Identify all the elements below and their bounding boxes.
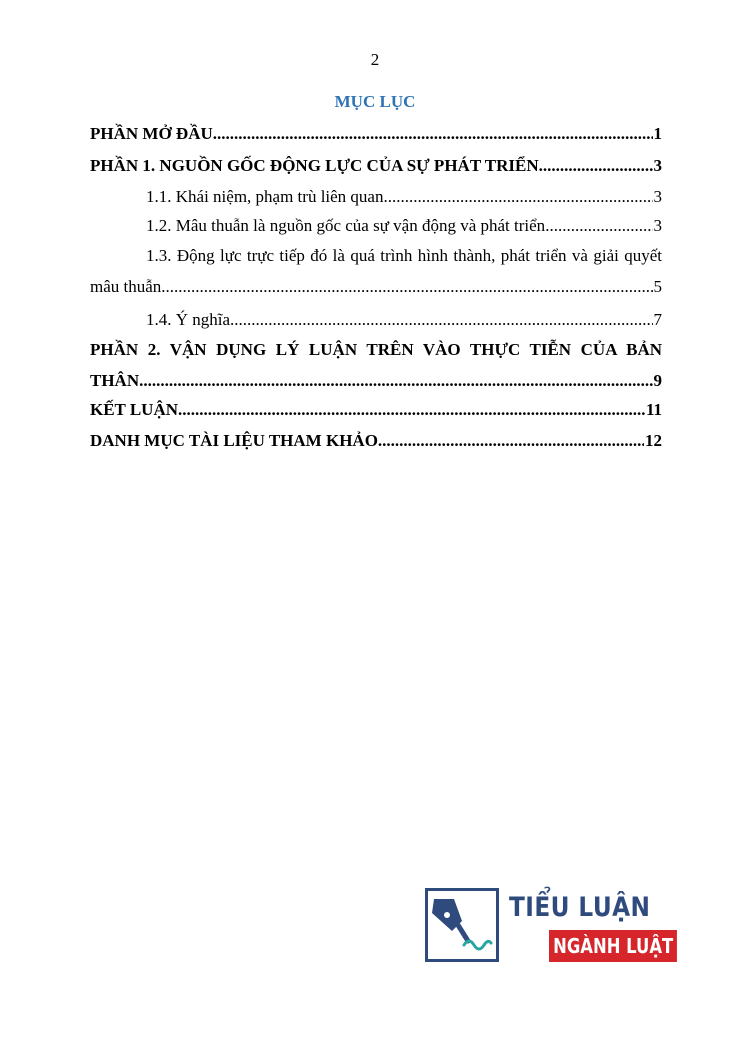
toc-entry-page: 11 xyxy=(645,400,662,419)
toc-entry-page: 7 xyxy=(653,310,662,329)
toc-entry-phan-1[interactable] xyxy=(90,156,662,176)
toc-entry-mo-dau[interactable] xyxy=(90,124,662,144)
toc-entry-page: 1 xyxy=(653,124,662,143)
toc-entry-label-line2: mâu thuẫn xyxy=(90,277,162,296)
dot-leader xyxy=(545,216,652,236)
dot-leader xyxy=(178,400,645,420)
toc-entry-label-line1: PHẦN 2. VẬN DỤNG LÝ LUẬN TRÊN VÀO THỰC TIỄN CỦA BẢN xyxy=(90,340,662,359)
toc-entry-label-line2: THÂN xyxy=(90,371,140,390)
pen-nib-icon xyxy=(425,888,499,962)
toc-entry-label: 1.2. Mâu thuẫn là nguồn gốc của sự vận động và phát triển xyxy=(146,216,546,235)
toc-entry-page: 5 xyxy=(653,277,662,296)
toc-entry-page: 3 xyxy=(653,156,662,175)
toc-entry-page: 3 xyxy=(653,216,662,235)
toc-entry-page: 12 xyxy=(645,431,662,450)
dot-leader xyxy=(383,187,652,207)
toc-entry-page: 9 xyxy=(653,371,662,390)
dot-leader xyxy=(539,156,653,176)
page-number: 2 xyxy=(370,50,380,69)
toc-entry-label: 1.1. Khái niệm, phạm trù liên quan xyxy=(146,187,384,206)
toc-entry-1-4[interactable] xyxy=(90,310,662,330)
toc-entry-label: PHẦN MỞ ĐẦU xyxy=(90,124,213,143)
toc-entry-1-1[interactable] xyxy=(90,187,662,207)
watermark-logo xyxy=(425,888,674,966)
toc-entry-label-line1: 1.3. Động lực trực tiếp đó là quá trình hình thành, phát triển và giải quyết xyxy=(146,246,662,265)
toc-entry-tai-lieu[interactable] xyxy=(90,431,662,451)
dot-leader xyxy=(213,124,653,144)
dot-leader xyxy=(161,277,652,297)
dot-leader xyxy=(139,371,652,391)
toc-entry-1-3[interactable] xyxy=(90,246,662,297)
logo-text-line2: NGÀNH LUẬT xyxy=(549,930,677,962)
toc-entry-label: KẾT LUẬN xyxy=(90,400,179,419)
toc-entry-label: PHẦN 1. NGUỒN GỐC ĐỘNG LỰC CỦA SỰ PHÁT TRIỂN xyxy=(90,156,539,175)
logo-text-line1: TIỂU LUẬN xyxy=(509,892,651,923)
toc-title: MỤC LỤC xyxy=(334,92,416,111)
toc-entry-label: DANH MỤC TÀI LIỆU THAM KHẢO xyxy=(90,431,378,450)
dot-leader xyxy=(378,431,644,451)
toc-entry-page: 3 xyxy=(653,187,662,206)
toc-entry-ket-luan[interactable] xyxy=(90,400,662,420)
toc-entry-phan-2[interactable] xyxy=(90,340,662,391)
toc-entry-label: 1.4. Ý nghĩa xyxy=(146,310,231,329)
toc-entry-1-2[interactable] xyxy=(90,216,662,236)
dot-leader xyxy=(230,310,652,330)
